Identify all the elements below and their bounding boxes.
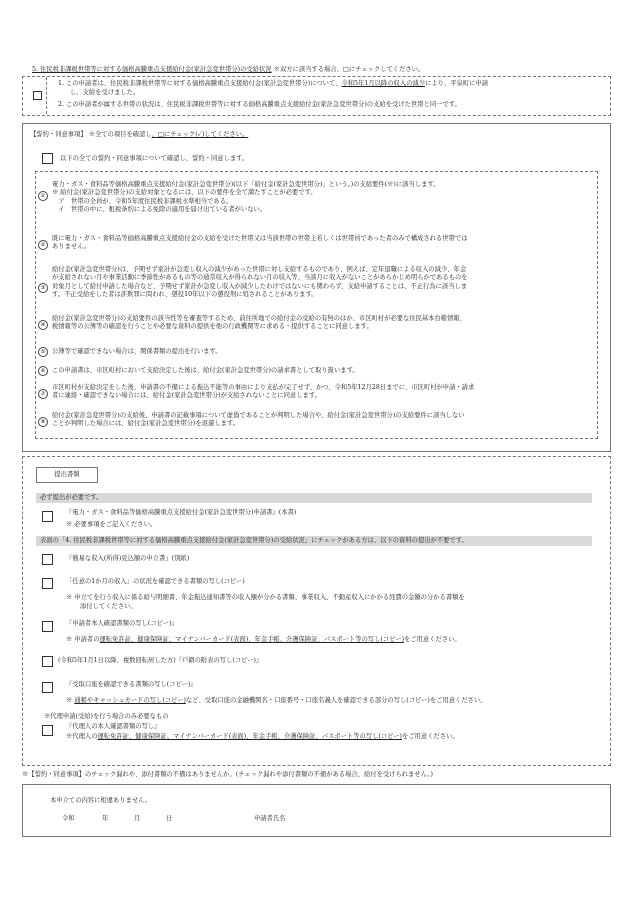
- section5-item1-underlined: 令和5年1月以降の収入の減少: [341, 80, 426, 87]
- doc1-checkbox[interactable]: [42, 511, 53, 522]
- signature-statement: 本申立ての内容に相違ありません。: [50, 797, 152, 804]
- pledge-item-2-number: ②: [38, 240, 48, 250]
- pledge-item-8-line: ことが判明した場合には、給付金(家計急変世帯分)を返還します。: [52, 420, 240, 428]
- pledge-confirm-checkbox[interactable]: [42, 153, 53, 164]
- doc2-title: 『簡易な収入(所得)見込額の申立書』(別紙): [66, 555, 190, 562]
- pledge-confirm-text: 以下の全ての誓約・同意事項について確認し、誓約・同意します。: [60, 155, 249, 162]
- pledge-header-title: 【誓約・同意事項】: [30, 131, 87, 138]
- pledge-item-3-line: す。不正受給をした者は詐欺罪に問われ、懲役10年以下の懲役刑に処されることがあります。: [52, 291, 318, 299]
- pledge-item-1-line: ア 世帯の全員が、令和5年度住民税非課税水準相当である。: [52, 197, 233, 205]
- pledge-item-2: [52, 235, 592, 252]
- doc6-checkbox[interactable]: [42, 682, 53, 693]
- signature-year: 年: [102, 815, 109, 822]
- section5-item1-line2: し、支給を受けました。: [70, 89, 140, 96]
- section5-item2: 2. この申請者が属する世帯の状況は、住民税非課税世帯等に対する価格高騰重点支援給付金(家計急変世帯分)の支給を受けた世帯と同一です。: [58, 101, 461, 108]
- doc7-note-b: 運転免許証、健康保険証、マイナンバーカード(表面)、年金手帳、介護保険証、パスポート等の写し(コピー): [97, 733, 403, 740]
- pledge-item-5: 公簿等で確認できない場合は、関係書類の提出を行います。: [52, 348, 222, 355]
- pledge-item-3-number: ③: [38, 283, 48, 293]
- pledge-item-1-line: 電力・ガス・食料品等価格高騰重点支援給付金(家計急変世帯分)(以下「給付金(家計急変世帯分)」という。)の支給要件(※)に該当します。: [52, 181, 440, 188]
- doc7-note: [66, 733, 459, 741]
- signature-month: 月: [134, 815, 141, 822]
- doc3-note-line2: 添付してください。: [80, 603, 137, 610]
- section5-item1-text-c: により、平泉町に申請: [425, 80, 488, 87]
- section5-item1-line1: [58, 80, 488, 88]
- pledge-item-8: [52, 412, 592, 429]
- applicant-name-field[interactable]: [300, 812, 590, 824]
- pledge-header: [30, 131, 248, 139]
- docs-band-exempt-text: 表面の「4. 住民税非課税世帯等に対する価格高騰重点支援給付金(家計急変世帯分)の受給状況」にチェックがある方は、以下の資料の提出が不要です。: [40, 537, 468, 544]
- doc4-note-c: をご用意ください。: [404, 636, 461, 643]
- doc3-note-line1: ※ 申立てを行う収入に係る給与明細書、年金振込通知書等の収入額が分かる書類、事業収入、不動産収入にかかる経費の金額の分かる書類を: [66, 594, 465, 601]
- doc6-note-b: 通帳やキャッシュカードの写し(コピー): [74, 697, 186, 704]
- pledge-item-7: [52, 384, 592, 401]
- signature-era: 令和: [62, 815, 75, 822]
- section5-title-line: [32, 66, 424, 74]
- doc4-note-b: 運転免許証、健康保険証、マイナンバーカード(表面)、年金手帳、介護保険証、パスポート等の写し(コピー): [99, 636, 405, 643]
- doc4-checkbox[interactable]: [42, 621, 53, 632]
- pledge-item-3: [52, 266, 592, 300]
- section5-checkbox[interactable]: [33, 91, 42, 100]
- section5-item1-text-a: 1. この申請者は、住民税非課税世帯等に対する価格高騰重点支援給付金(家計急変世帯分)について、: [58, 80, 342, 87]
- pledge-item-6: この申請書は、市区町村において支給決定した後は、給付金(家計急変世帯分)の請求書として取り扱います。: [52, 367, 359, 374]
- pledge-item-7-line: 者に連絡・確認できない場合には、給付金(家計急変世帯分)が支給されないことに同意します。: [52, 392, 321, 400]
- pledge-item-3-line: 給付金(家計急変世帯分)は、予期せず家計が急変し収入の減少があった世帯に対し支給するものであり、例えば、定年退職による収入の減少、年金: [52, 266, 467, 273]
- doc3-checkbox[interactable]: [42, 578, 53, 589]
- doc1-note: ※ 必要事項をご記入ください。: [66, 521, 157, 528]
- section5-divider: [46, 77, 47, 114]
- pledge-header-instruction-underlined: 、□にチェック(✓)してください。: [151, 131, 249, 138]
- doc4-title: 『申請者本人確認書類の写し(コピー)』: [66, 620, 178, 627]
- doc7-note-a: ※代理人の: [66, 733, 98, 740]
- doc6-title: 『受取口座を確認できる書類の写し(コピー)』: [66, 681, 197, 688]
- doc4-note: [66, 636, 461, 644]
- pledge-item-6-number: ⑥: [38, 366, 48, 376]
- pledge-item-2-line: 既に電力・ガス・食料品等価格高騰重点支援給付金の支給を受けた世帯又は当該世帯の世帯主若しくは世帯員であった者のみで構成される世帯では: [52, 235, 468, 242]
- doc7-title: 『代理人の本人確認書類の写し』: [66, 723, 161, 730]
- doc6-note-c: など、受取口座の金融機関名・口座番号・口座名義人を確認できる部分の写し(コピー)をご用意ください。: [185, 697, 487, 704]
- pledge-item-3-line: 対象月として給付申請した場合など、予期せず家計が急変し収入が減少したわけではないにも関わらず、支給申請することは、不正行為に該当しま: [52, 282, 468, 290]
- proxy-header: ※代理申請(受給)を行う場合のみ必要なもの: [44, 713, 169, 720]
- doc6-note-a: ※: [66, 697, 75, 704]
- pledge-header-instruction: ※全ての項目を確認し: [88, 131, 152, 138]
- pledge-item-7-number: ⑦: [38, 389, 48, 399]
- docs-header: 提出書類: [54, 471, 80, 478]
- doc3-title: 「任意の1か月の収入」の状況を確認できる書類の写し(コピー): [66, 578, 245, 585]
- pledge-item-8-line: 給付金(家計急変世帯分)の支給後、申請書の記載事項について虚偽であることが判明した場合や、給付金(家計急変世帯分)の支給要件に該当しない: [52, 412, 465, 419]
- pledge-item-4-line: 給付金(家計急変世帯分)の支給要件の該当性等を審査等するため、前住所地での給付金の受給の有無のほか、市区町村が必要な住民基本台帳情報、: [52, 315, 466, 322]
- doc4-note-a: ※ 申請者の: [66, 636, 100, 643]
- doc7-note-c: をご用意ください。: [402, 733, 459, 740]
- footer-note: ※【誓約・同意事項】のチェック漏れや、添付書類の不備はありませんか。(チェック漏れや添付書類の不備がある場合、給付を受けられません。): [22, 771, 433, 778]
- doc5-title: (令和5年1月1日以降、複数回転居した方)『戸籍の附表の写し(コピー)』: [58, 657, 263, 664]
- docs-band-required-text: 必ず提出が必要です。: [40, 494, 103, 501]
- pledge-item-2-line: ありません。: [52, 243, 91, 251]
- pledge-item-1: [52, 181, 592, 215]
- pledge-item-1-line: ※ 給付金(家計急変世帯分)の支給対象となるには、以下の要件を全て満たすことが必要です。: [52, 189, 317, 197]
- doc5-checkbox[interactable]: [42, 656, 53, 667]
- doc1-title: 『電力・ガス・食料品等価格高騰重点支援給付金(家計急変世帯分)申請書』(本書): [66, 509, 297, 516]
- pledge-item-5-number: ⑤: [38, 347, 48, 357]
- docs-header-box: [36, 467, 98, 483]
- doc2-checkbox[interactable]: [42, 554, 53, 565]
- pledge-item-8-number: ⑧: [38, 417, 48, 427]
- section5-title: 5. 住民税非課税世帯等に対する価格高騰重点支援給付金(家計急変世帯分)の受給状況: [32, 66, 272, 73]
- pledge-item-4-number: ④: [38, 320, 48, 330]
- docs-band-required: [36, 493, 592, 503]
- section5-note: ※双方に該当する場合、□にチェックしてください。: [273, 66, 425, 73]
- signature-applicant-label: 申請者氏名: [254, 815, 286, 822]
- pledge-item-4-line: 税情報等の公簿等の確認を行うことや必要な資料の提供を他の行政機関等に求める・提供することに同意します。: [52, 323, 373, 331]
- doc7-checkbox[interactable]: [42, 725, 53, 736]
- pledge-item-1-line: イ 世帯の中に、租税条約による免除の適用を届け出ている者がいない。: [52, 206, 267, 214]
- signature-box: [22, 784, 611, 837]
- pledge-item-1-number: ①: [38, 191, 48, 201]
- pledge-item-3-line: が支給されない月や事業活動に季節性があるもの等の通常収入が得られない月の収入等、当該月に収入がないことがあらかじめ明らかであるものを: [52, 274, 468, 282]
- pledge-item-4: [52, 315, 592, 332]
- pledge-item-7-line: 市区町村が支給決定をした後、申請書の不備による振込不能等の事由により支払が完了せず、かつ、令和5年12月28日までに、市区町村が申請・請求: [52, 384, 475, 391]
- doc6-note: [66, 697, 487, 705]
- signature-day: 日: [166, 815, 173, 822]
